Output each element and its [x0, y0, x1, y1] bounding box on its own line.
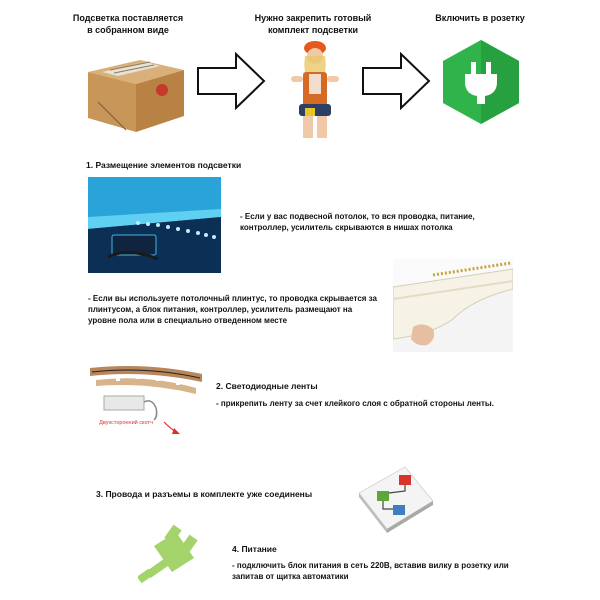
section4-title: 4. Питание: [232, 544, 277, 554]
section3-title: 3. Провода и разъемы в комплекте уже соединены: [96, 489, 313, 499]
box-image: [80, 42, 190, 137]
section1-title: 1. Размещение элементов подсветки: [86, 160, 242, 170]
led-tape-image: [86, 358, 208, 440]
diagram-card-icon: [353, 463, 437, 542]
plug-icon: [138, 522, 208, 589]
section2-text: - прикрепить ленту за счет клейкого слоя с обратной стороны ленты.: [216, 399, 494, 408]
arrow-right-icon: [361, 52, 431, 110]
tape-label: Двухсторонний скотч: [99, 420, 153, 426]
led-ceiling-image: [88, 177, 221, 273]
section2-title: 2. Светодиодные ленты: [216, 381, 318, 391]
worker-image: [285, 38, 345, 138]
ceiling-text: - Если у вас подвесной потолок, то вся проводка, питание, контроллер, усилитель скрываются в нишах потолка: [240, 212, 475, 232]
plinth-text: - Если вы используете потолочный плинтус, то проводка скрывается за плинтусом, а блок питания, контроллер, усилитель размещают на уровне пола или в специально отведенном месте: [88, 294, 377, 325]
step3-caption: Включить в розетку: [435, 13, 525, 23]
plug-hexagon-icon: [441, 38, 521, 131]
arrow-right-icon: [196, 52, 266, 110]
step2-caption: Нужно закрепить готовый комплект подсветки: [254, 13, 372, 35]
step1-caption: Подсветка поставляется в собранном виде: [72, 13, 184, 35]
section4-text: - подключить блок питания в сеть 220В, вставив вилку в розетку или запитав от щитка автоматики: [232, 561, 509, 581]
ceiling-plinth-image: [393, 259, 513, 352]
